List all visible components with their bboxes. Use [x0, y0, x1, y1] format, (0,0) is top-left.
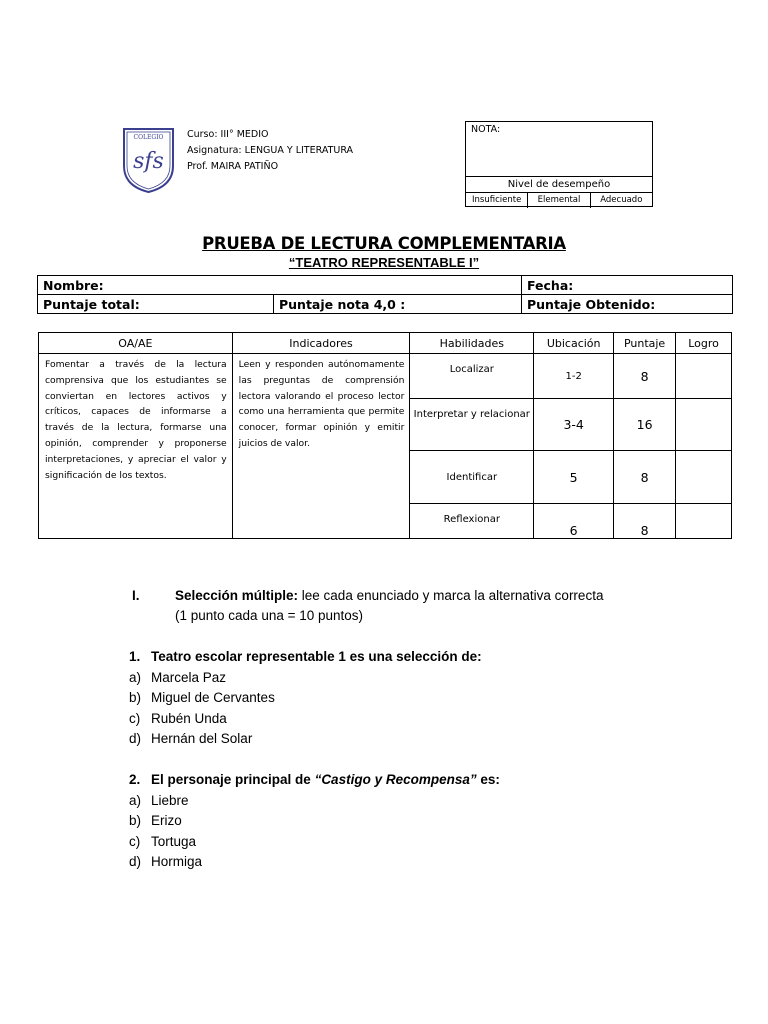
- question-2-header: [129, 770, 500, 791]
- question-text: El personaje principal de “Castigo y Recompensa” es:: [151, 772, 500, 787]
- skill-cell: Reflexionar: [410, 504, 534, 539]
- level-insuficiente: Insuficiente: [466, 193, 528, 208]
- total-score-field[interactable]: Puntaje total:: [38, 295, 274, 314]
- skill-cell: Localizar: [410, 354, 534, 399]
- option-d[interactable]: d) Hernán del Solar: [129, 731, 253, 746]
- achievement-cell[interactable]: [676, 504, 732, 539]
- name-field[interactable]: Nombre:: [38, 276, 522, 295]
- skill-cell: Interpretar y relacionar: [410, 399, 534, 451]
- question-text: Teatro escolar representable 1 es una selección de:: [151, 649, 482, 664]
- teacher-label: Prof. MAIRA PATIÑO: [187, 161, 279, 172]
- grade-threshold-field[interactable]: Puntaje nota 4,0 :: [274, 295, 522, 314]
- location-cell: 1-2: [534, 354, 614, 399]
- date-field[interactable]: Fecha:: [522, 276, 733, 295]
- option-c[interactable]: c) Rubén Unda: [129, 710, 227, 726]
- achievement-cell[interactable]: [676, 399, 732, 451]
- performance-level-label: Nivel de desempeño: [466, 176, 652, 193]
- section-points: (1 punto cada una = 10 puntos): [175, 608, 364, 623]
- score-cell: 16: [614, 399, 676, 451]
- page-subtitle: “TEATRO REPRESENTABLE I”: [288, 255, 480, 270]
- achievement-cell[interactable]: [676, 451, 732, 504]
- option-d[interactable]: d) Hormiga: [129, 854, 203, 869]
- option-a[interactable]: a) Liebre: [129, 792, 189, 808]
- score-cell: 8: [614, 504, 676, 539]
- question-number: 1.: [129, 649, 141, 664]
- page-title: PRUEBA DE LECTURA COMPLEMENTARIA: [202, 234, 566, 253]
- obtained-score-field[interactable]: Puntaje Obtenido:: [522, 295, 733, 314]
- grade-label: NOTA:: [471, 124, 501, 135]
- question-number: 2.: [129, 772, 141, 787]
- option-a[interactable]: a) Marcela Paz: [129, 669, 227, 685]
- evaluation-table: [38, 332, 732, 539]
- header-oa: OA/AE: [39, 333, 233, 354]
- option-b[interactable]: b) Miguel de Cervantes: [129, 690, 275, 705]
- oa-text: Fomentar a través de la lectura comprensiva que los estudiantes se conviertan en lectores activos y críticos, capaces de informarse a través de la lectura, formarse una opinión, comprender y proponerse interpretaciones, y apreciar el valor y significación de los textos.: [39, 354, 233, 539]
- section-instruction-text: lee cada enunciado y marca la alternativa correcta: [298, 588, 604, 603]
- location-cell: 5: [534, 451, 614, 504]
- level-elemental: Elemental: [528, 193, 590, 208]
- header-habilidades: Habilidades: [410, 333, 534, 354]
- school-logo: [121, 126, 176, 194]
- logo-letters: sfs: [133, 149, 164, 174]
- location-cell: 6: [534, 504, 614, 539]
- course-label: Curso: III° MEDIO: [187, 129, 269, 140]
- header-logro: Logro: [676, 333, 732, 354]
- score-cell: 8: [614, 451, 676, 504]
- option-b[interactable]: b) Erizo: [129, 813, 182, 828]
- course-info: [187, 127, 353, 175]
- achievement-cell[interactable]: [676, 354, 732, 399]
- level-adecuado: Adecuado: [600, 195, 643, 205]
- header-indicadores: Indicadores: [232, 333, 410, 354]
- subject-label: Asignatura: LENGUA Y LITERATURA: [187, 145, 354, 156]
- question-1-header: [129, 647, 482, 668]
- header-puntaje: Puntaje: [614, 333, 676, 354]
- performance-levels: [466, 192, 652, 208]
- section-title: Selección múltiple:: [175, 588, 299, 603]
- section-number: I.: [132, 588, 140, 603]
- question-1: [129, 647, 482, 750]
- logo-label: COLEGIO: [133, 134, 164, 141]
- header-ubicacion: Ubicación: [534, 333, 614, 354]
- student-info-table: [37, 275, 733, 314]
- score-cell: 8: [614, 354, 676, 399]
- skill-cell: Identificar: [410, 451, 534, 504]
- grade-box: [465, 121, 653, 207]
- option-c[interactable]: c) Tortuga: [129, 833, 197, 849]
- indicators-text: Leen y responden autónomamente las preguntas de comprensión lectora valorando el proceso lector como una herramienta que permite conocer, formar opinión y emitir juicios de valor.: [232, 354, 410, 539]
- section-instruction: [175, 586, 603, 607]
- question-2: [129, 770, 500, 873]
- location-cell: 3-4: [534, 399, 614, 451]
